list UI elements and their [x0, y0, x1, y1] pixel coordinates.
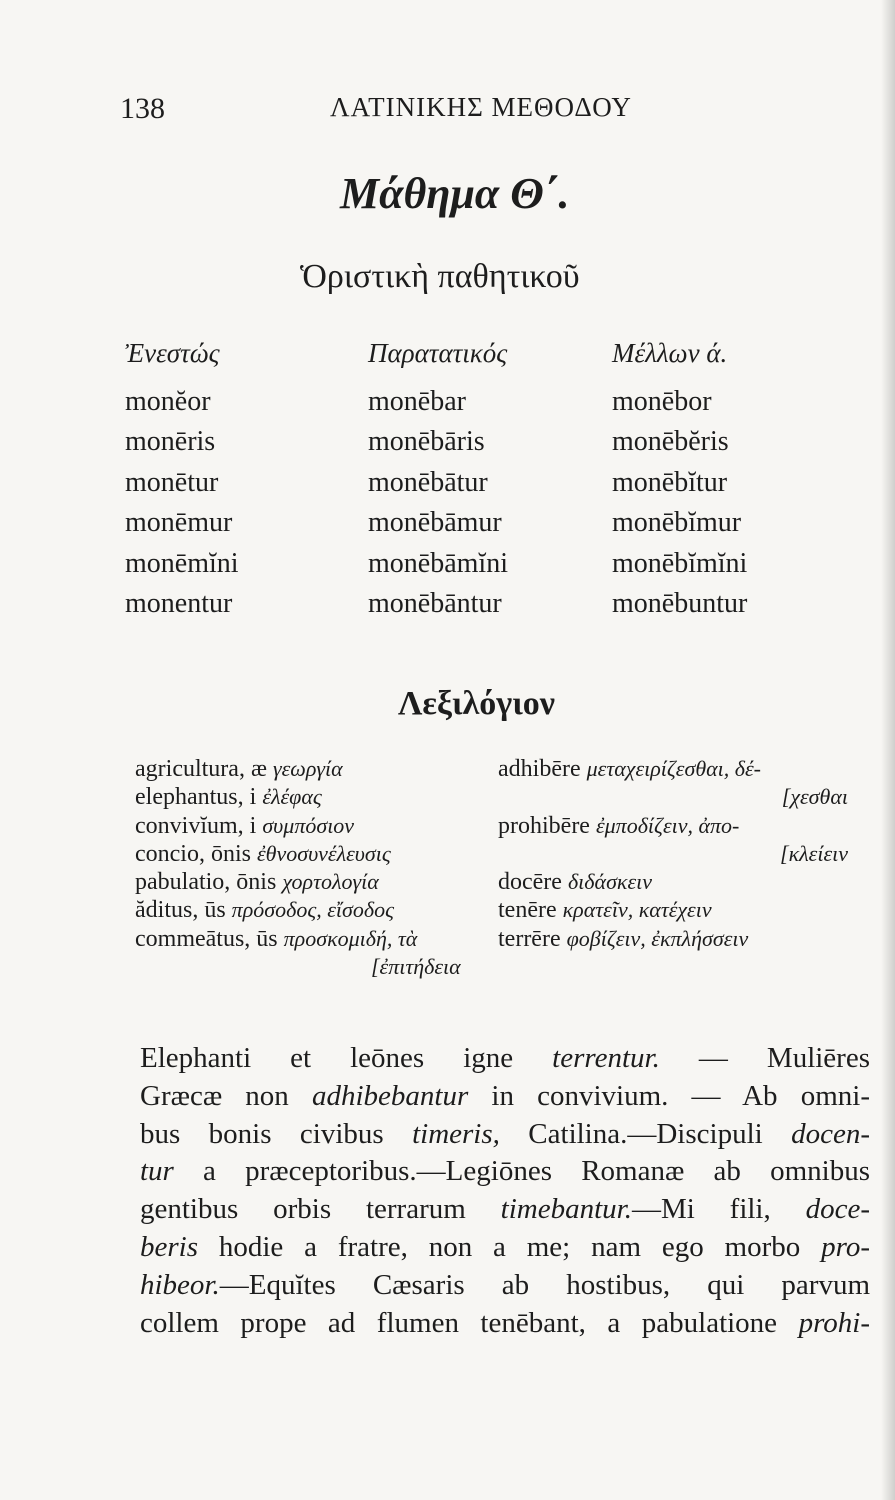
verb-form: monēmĭni	[125, 547, 239, 579]
vocab-entry	[135, 755, 461, 783]
vocab-entry	[135, 896, 461, 924]
exercise-line	[140, 1267, 870, 1305]
exercise-text: collem prope ad flumen tenēbant, a pabulatione	[140, 1306, 799, 1339]
exercise-line	[140, 1191, 870, 1229]
exercise-text: a præceptoribus.—Legiōnes Romanæ ab omnibus	[173, 1155, 870, 1188]
conjugation-column-future	[612, 338, 747, 624]
verb-form: monēbāris	[368, 426, 485, 458]
verb-form: monēbor	[612, 386, 712, 417]
exercise-verb-italic: adhibebantur	[311, 1079, 469, 1112]
verb-form: monēbĕris	[612, 426, 729, 458]
latin-term: prohibēre	[498, 812, 590, 839]
exercise-text: gentibus orbis terrarum	[140, 1193, 501, 1226]
vocab-entry	[498, 925, 848, 953]
vocabulary-left-column	[135, 755, 461, 981]
greek-gloss: συμπόσιον	[262, 812, 355, 838]
exercise-verb-italic: beris	[140, 1230, 198, 1263]
latin-term: convivĭum, i	[135, 812, 257, 839]
greek-gloss: [χεσθαι	[781, 784, 848, 810]
exercise-line	[140, 1078, 870, 1116]
exercise-verb-italic: hibeor.	[140, 1268, 220, 1301]
exercise-verb-italic: doce-	[805, 1193, 870, 1226]
greek-gloss: μεταχειρίζεσθαι, δέ-	[586, 756, 762, 781]
exercise-line	[140, 1305, 870, 1343]
greek-gloss: ἐλέφας	[262, 784, 322, 810]
verb-form: monēbuntur	[612, 587, 748, 619]
exercise-verb-italic: prohi-	[798, 1306, 870, 1339]
vocab-entry	[498, 812, 848, 840]
exercise-paragraph	[140, 1040, 870, 1342]
vocab-entry	[135, 840, 461, 868]
verb-form: monēbar	[368, 386, 466, 417]
verb-form: monĕor	[125, 386, 211, 417]
verb-form: monētur	[125, 466, 219, 498]
conjugation-column-imperfect	[368, 338, 508, 624]
verb-form: monentur	[125, 587, 233, 619]
greek-gloss: ἐμποδίζειν, ἀπο-	[595, 812, 740, 838]
verb-form: monēbāntur	[368, 587, 502, 619]
exercise-text: Elephanti et leōnes igne	[140, 1042, 553, 1074]
page-number: 138	[120, 92, 165, 125]
exercise-line	[140, 1153, 870, 1191]
greek-gloss: προσκομιδή, τὰ	[283, 925, 418, 951]
latin-term: commeātus, ūs	[135, 925, 278, 952]
page-edge-shadow	[881, 0, 895, 1500]
exercise-line	[140, 1229, 870, 1267]
exercise-text: in convivium. — Ab omni-	[468, 1079, 870, 1112]
conjugation-column-present	[125, 338, 239, 624]
greek-gloss: κρατεῖν, κατέχειν	[562, 897, 712, 923]
verb-form: monēbātur	[368, 466, 488, 498]
latin-term: agricultura, æ	[135, 756, 267, 782]
verb-form: monēris	[125, 426, 216, 458]
exercise-text: bus bonis civibus	[140, 1117, 413, 1150]
vocab-entry	[498, 755, 848, 783]
verb-form: monēmur	[125, 507, 233, 539]
latin-term: elephantus, i	[135, 784, 257, 811]
greek-gloss: [κλείειν	[780, 840, 848, 866]
latin-term: tenēre	[498, 897, 557, 924]
exercise-verb-italic: timeris,	[412, 1117, 500, 1150]
exercise-text: — Muliēres	[659, 1042, 870, 1074]
vocabulary-right-column	[498, 755, 848, 953]
column-header: Ἐνεστώς	[125, 338, 220, 368]
vocab-entry	[498, 868, 848, 896]
latin-term: pabulatio, ōnis	[135, 869, 277, 896]
exercise-text: hodie a fratre, non a me; nam ego morbo	[198, 1230, 822, 1263]
verb-form: monēbāmur	[368, 507, 502, 539]
vocab-entry	[498, 896, 848, 924]
exercise-line	[140, 1040, 870, 1078]
exercise-text: Catilina.—Discipuli	[499, 1117, 792, 1150]
latin-term: adhibēre	[498, 756, 581, 782]
vocabulary-title: Λεξιλόγιον	[398, 685, 555, 722]
exercise-text: —Mi fili,	[631, 1193, 806, 1226]
lesson-title: Μάθημα Θ΄.	[340, 169, 570, 218]
exercise-text: Græcæ non	[140, 1079, 312, 1112]
exercise-verb-italic: tur	[140, 1155, 174, 1188]
greek-gloss: φοβίζειν, ἐκπλήσσειν	[566, 925, 749, 951]
verb-form: monēbāmĭni	[368, 547, 508, 579]
vocab-entry	[135, 868, 461, 896]
running-head: ΛΑΤΙΝΙΚΗΣ ΜΕΘΟΔΟΥ	[330, 92, 632, 122]
verb-form: monēbĭmĭni	[612, 547, 748, 579]
exercise-verb-italic: pro-	[821, 1230, 870, 1263]
greek-gloss: πρόσοδος, εἴσοδος	[231, 897, 395, 923]
greek-gloss: ἐθνοσυνέλευσις	[256, 840, 391, 866]
exercise-text: —Equĭtes Cæsaris ab hostibus, qui parvum	[219, 1268, 870, 1301]
verb-form: monēbĭmur	[612, 507, 742, 539]
latin-term: ăditus, ūs	[135, 897, 226, 924]
greek-gloss: [ἐπιτήδεια	[371, 954, 461, 980]
section-subtitle: Ὁριστικὴ παθητικοῦ	[300, 258, 580, 295]
column-header: Μέλλων ά.	[612, 338, 728, 368]
vocab-continuation	[498, 783, 848, 811]
column-header: Παρατατικός	[368, 338, 508, 368]
latin-term: concio, ōnis	[135, 840, 251, 867]
exercise-verb-italic: terrentur.	[552, 1042, 660, 1074]
vocab-entry	[135, 925, 461, 953]
exercise-line	[140, 1116, 870, 1154]
verb-form: monēbĭtur	[612, 466, 728, 498]
vocab-entry	[135, 783, 461, 811]
vocab-continuation	[135, 953, 461, 981]
greek-gloss: χορτολογία	[282, 869, 379, 895]
greek-gloss: γεωργία	[272, 756, 343, 781]
exercise-verb-italic: timebantur.	[500, 1193, 632, 1226]
vocab-continuation	[498, 840, 848, 868]
latin-term: docēre	[498, 869, 562, 896]
exercise-verb-italic: docen-	[791, 1117, 870, 1150]
vocab-entry	[135, 812, 461, 840]
greek-gloss: διδάσκειν	[567, 869, 653, 895]
latin-term: terrēre	[498, 925, 561, 952]
